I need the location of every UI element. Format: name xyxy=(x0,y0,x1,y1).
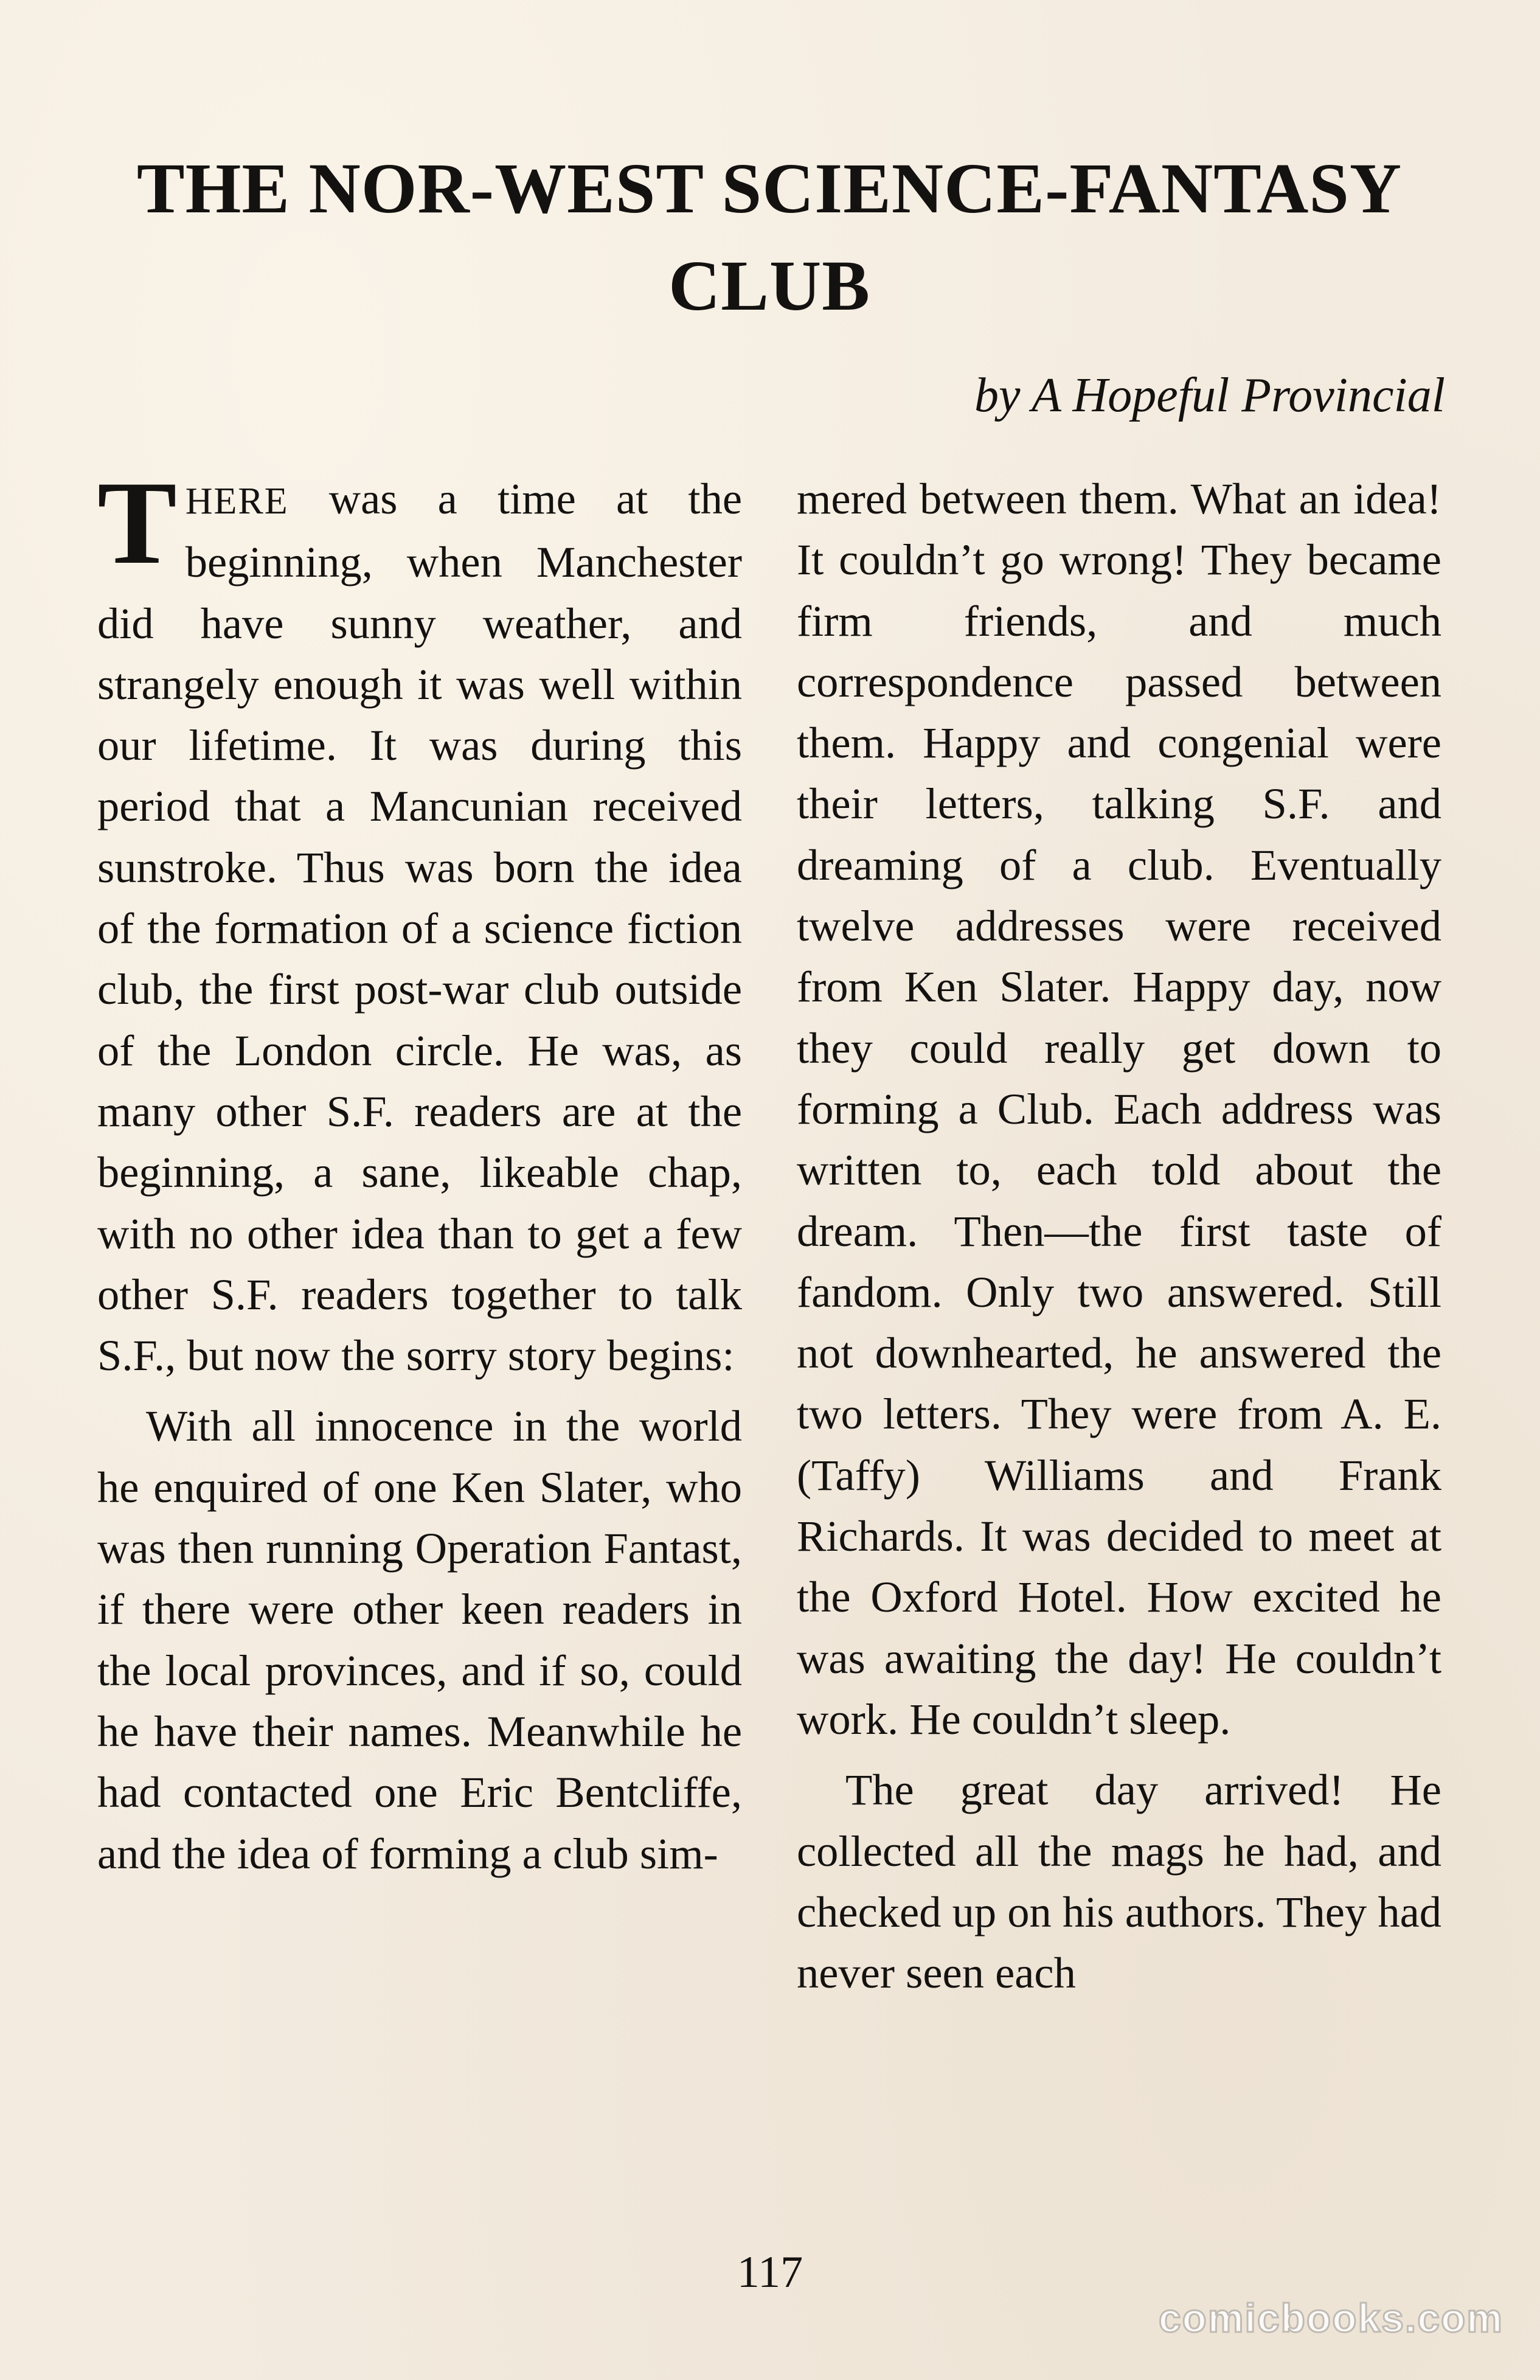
article-byline: by A Hopeful Provincial xyxy=(974,369,1445,422)
paragraph-1 xyxy=(97,457,742,1386)
paragraph-3: The great day arrived! He collected all the mags he had, and checked up on his authors. They had never seen each xyxy=(797,1765,1441,1998)
opening-small-caps: HERE xyxy=(185,481,289,522)
text-column-left xyxy=(97,457,742,1884)
paragraph-2-continued: mered between them. What an idea! It couldn’t go wrong! They became firm friends, and much correspondence passed between them. Happy and congenial were their letters, talking S.F. and dreaming of a club. Eventually twelve addresses were received from Ken Slater. Happy day, now they could really get down to forming a Club. Each address was written to, each told about the dream. Then—the first taste of fandom. Only two answered. Still not downhearted, he answered the two letters. They were from A. E. (Taffy) Williams and Frank Richards. It was decided to meet at the Oxford Hotel. How excited he was awaiting the day! He couldn’t work. He couldn’t sleep. xyxy=(797,474,1441,1744)
page-number: 117 xyxy=(737,2247,803,2297)
paragraph-2: With all innocence in the world he enquired of one Ken Slater, who was then running Operation Fantast, if there were other keen readers in the local provinces, and if so, could he have their names. Meanwhile he had contacted one Eric Bentcliffe, and the idea of forming a club sim- xyxy=(97,1401,742,1878)
text-column-right xyxy=(797,468,1441,2003)
watermark-logo: comicbooks.com xyxy=(1158,2295,1504,2340)
paragraph-1-text: was a time at the beginning, when Manchester did have sunny weather, and strangely enough it was well within our lifetime. It was during this period that a Mancunian received sunstroke. Thus was born the idea of the formation of a science fiction club, the first post-war club outside of the London circle. He was, as many other S.F. readers are at the beginning, a sane, likeable chap, with no other idea than to get a few other S.F. readers together to talk S.F., but now the sorry story begins: xyxy=(97,474,742,1380)
article-title: THE NOR-WEST SCIENCE-FANTASY CLUB xyxy=(136,148,1403,325)
drop-cap: T xyxy=(97,457,177,589)
